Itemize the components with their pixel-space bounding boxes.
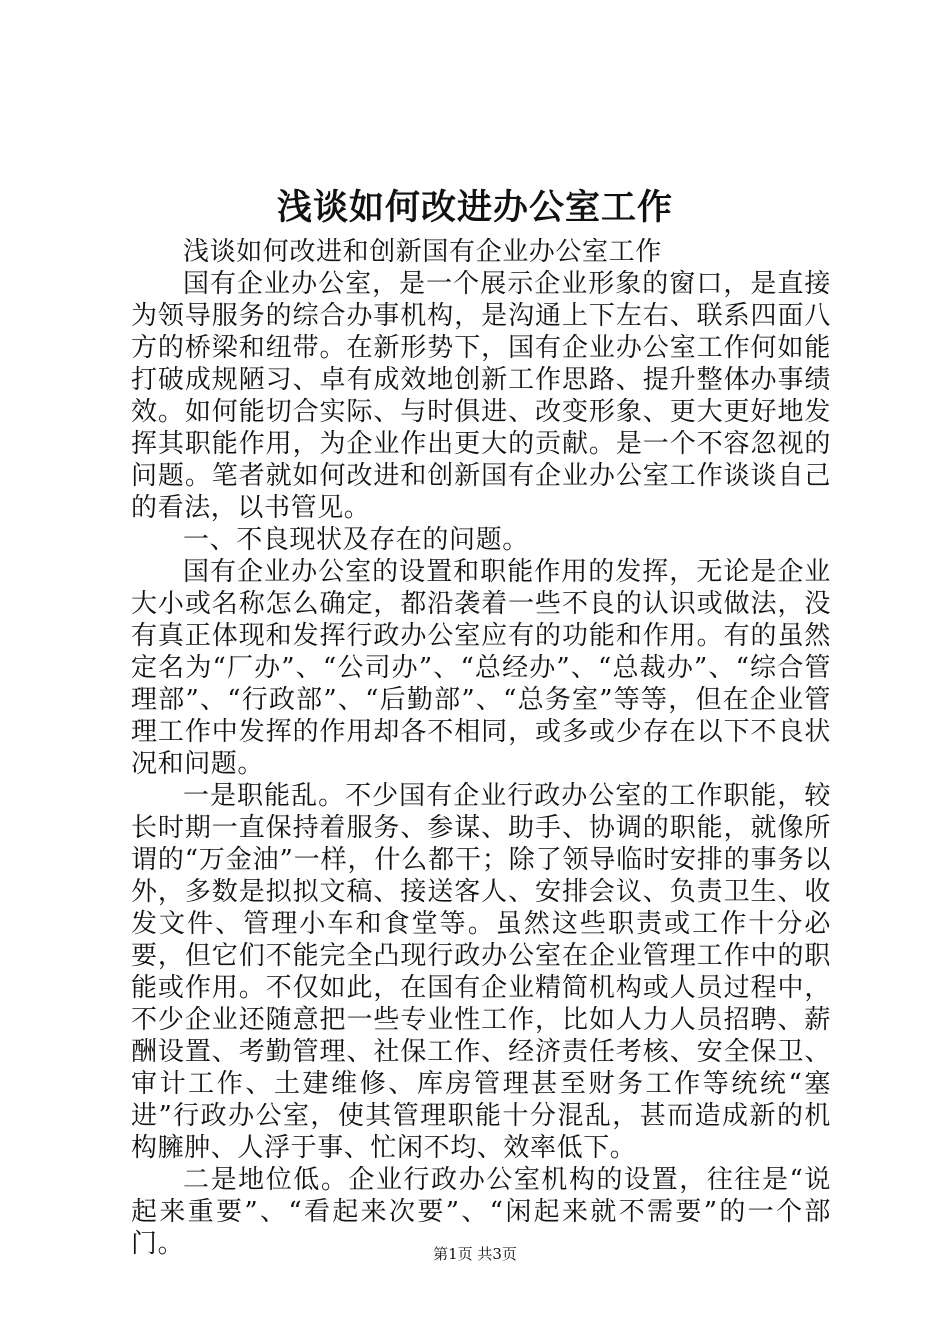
document-body — [131, 236, 831, 1260]
intro-paragraph: 国有企业办公室，是一个展示企业形象的窗口，是直接为领导服务的综合办事机构，是沟通上下左右、联系四面八方的桥梁和纽带。在新形势下，国有企业办公室工作何如能打破成规陋习、卓有成效地创新工作思路、提升整体办事绩效。如何能切合实际、与时俱进、改变形象、更大更好地发挥其职能作用，为企业作出更大的贡献。是一个不容忽视的问题。笔者就如何改进和创新国有企业办公室工作谈谈自己的看法，以书管见。 — [131, 269, 831, 523]
page-number-footer: 第1页 共3页 — [433, 1245, 517, 1263]
body-paragraph: 二是地位低。企业行政办公室机构的设置，往往是“说起来重要”、“看起来次要”、“闲起来就不需要”的一个部门。 — [131, 1165, 831, 1259]
body-paragraph: 国有企业办公室的设置和职能作用的发挥，无论是企业大小或名称怎么确定，都沿袭着一些不良的认识或做法，没有真正体现和发挥行政办公室应有的功能和作用。有的虽然定名为“厂办”、“公司办”、“总经办”、“总裁办”、“综合管理部”、“行政部”、“后勤部”、“总务室”等等，但在企业管理工作中发挥的作用却各不相同，或多或少存在以下不良状况和问题。 — [131, 557, 831, 779]
document-title: 浅谈如何改进办公室工作 — [276, 187, 673, 228]
body-paragraph: 一是职能乱。不少国有企业行政办公室的工作职能，较长时期一直保持着服务、参谋、助手、协调的职能，就像所谓的“万金油”一样，什么都干；除了领导临时安排的事务以外，多数是拟拟文稿、接送客人、安排会议、负责卫生、收发文件、管理小车和食堂等。虽然这些职责或工作十分必要，但它们不能完全凸现行政办公室在企业管理工作中的职能或作用。不仅如此，在国有企业精简机构或人员过程中，不少企业还随意把一些专业性工作，比如人力人员招聘、薪酬设置、考勤管理、社保工作、经济责任考核、安全保卫、审计工作、土建维修、库房管理甚至财务工作等统统“塞进”行政办公室，使其管理职能十分混乱，甚而造成新的机构臃肿、人浮于事、忙闲不均、效率低下。 — [131, 781, 831, 1163]
subtitle-paragraph: 浅谈如何改进和创新国有企业办公室工作 — [183, 237, 662, 267]
section-heading: 一、不良现状及存在的问题。 — [183, 525, 529, 555]
